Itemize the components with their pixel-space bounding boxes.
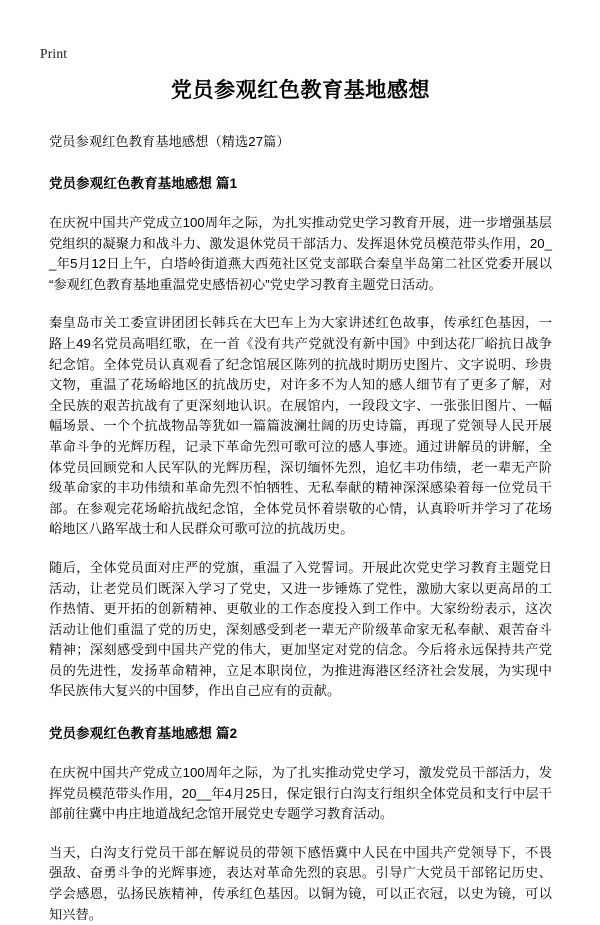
paragraph: 秦皇岛市关工委宣讲团团长韩兵在大巴车上为大家讲述红色故事，传承红色基因，一路上49名党员高唱红歌，在一首《没有共产党就没有新中国》中到达花厂峪抗日战争纪念馆。全体党员认真观看了纪念馆展区陈列的抗战时期历史图片、文字说明、珍贵文物，重温了花场峪地区的抗战历史，对许多不为人知的感人细节有了更多了解，对全民族的艰苦抗战有了更深刻地认识。在展馆内，一段段文字、一张张旧图片、一幅幅场景、一个个抗战物品等犹如一篇篇波澜壮阔的历史诗篇，再现了党领导人民开展革命斗争的光辉历程，记录下革命先烈可歌可泣的感人事迹。通过讲解员的讲解，全体党员回顾党和人民军队的光辉历程，深切缅怀先烈，追忆丰功伟绩，老一辈无产阶级革命家的丰功伟绩和革命先烈不怕牺牲、无私奉献的精神深深感染着每一位党员干部。在参观完花场峪抗战纪念馆，全体党员怀着崇敬的心情，认真聆听并学习了花场峪地区八路军战士和人民群众可歌可泣的抗战历史。 — [49, 315, 552, 537]
paragraph: 在庆祝中国共产党成立100周年之际，为扎实推动党史学习教育开展，进一步增强基层党组织的凝聚力和战斗力、激发退休党员干部活力、发挥退休党员模范带头作用，20__年5月12日上午，白塔岭街道燕大西苑社区党支部联合秦皇半岛第二社区党委开展以“参观红色教育基地重温党史感悟初心”党史学习教育主题党日活动。 — [49, 215, 552, 292]
print-button[interactable]: Print — [40, 46, 68, 61]
paragraph: 当天，白沟支行党员干部在解说员的带领下感悟冀中人民在中国共产党领导下，不畏强敌、奋勇斗争的光辉事迹，表达对革命先烈的哀思。引导广大党员干部铭记历史、学会感恩，弘扬民族精神，传承红色基因。以铜为镜，可以正衣冠，以史为镜，可以知兴替。 — [49, 844, 552, 922]
document-subtitle: 党员参观红色教育基地感想（精选27篇） — [49, 134, 290, 149]
section-heading-2: 党员参观红色教育基地感想 篇2 — [49, 726, 238, 742]
document-content — [49, 72, 552, 925]
section-heading-1: 党员参观红色教育基地感想 篇1 — [49, 176, 238, 191]
page-title: 党员参观红色教育基地感想 — [170, 79, 431, 102]
paragraph: 在庆祝中国共产党成立100周年之际，为了扎实推动党史学习，激发党员干部活力，发挥党员模范带头作用，20__年4月25日，保定银行白沟支行组织全体党员和支行中层干部前往冀中冉庄地道战纪念馆开展党史专题学习教育活动。 — [49, 765, 552, 822]
paragraph: 随后，全体党员面对庄严的党旗，重温了入党誓词。开展此次党史学习教育主题党日活动，让老党员们既深入学习了党史，又进一步锤炼了党性，激励大家以更高昂的工作热情、更开拓的创新精神、更敬业的工作态度投入到工作中。大家纷纷表示，这次活动让他们重温了党的历史，深刻感受到老一辈无产阶级革命家无私奉献、艰苦奋斗精神；深刻感受到中国共产党的伟大，更加坚定对党的信念。今后将永远保持共产党员的先进性，发扬革命精神，立足本职岗位，为推进海港区经济社会发展，为实现中华民族伟大复兴的中国梦，作出自己应有的贡献。 — [49, 559, 552, 699]
